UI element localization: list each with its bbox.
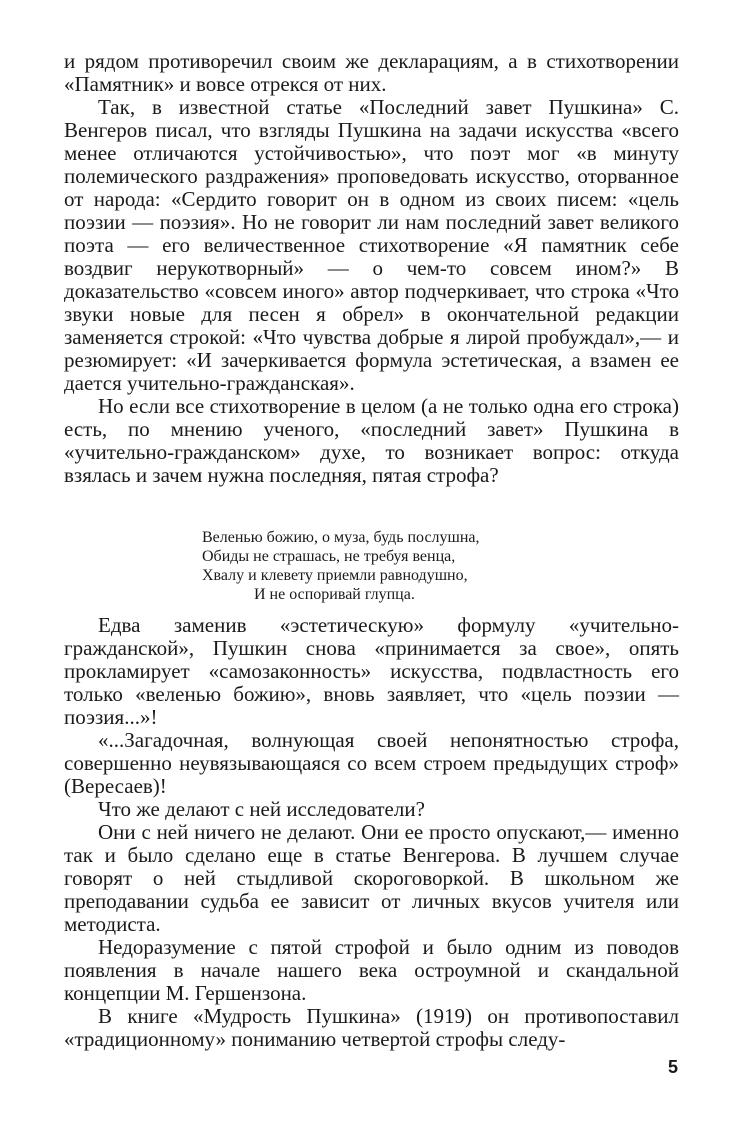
- paragraph: Что же делают с ней исследователи?: [98, 797, 425, 821]
- text-block-bottom: [64, 614, 679, 1051]
- text-block-top: [64, 50, 679, 487]
- paragraph: «...Загадочная, волнующая своей непонятностью строфа, совершенно неувязывающаяся со всем строем предыдущих строф» (Вересаев)!: [64, 728, 679, 798]
- paragraph: и рядом противоречил своим же декларациям, а в стихотворении «Памятник» и вовсе отрекся от них.: [64, 49, 679, 96]
- poem-stanza: [202, 528, 480, 604]
- poem-line: Хвалу и клевету приемли равнодушно,: [202, 567, 468, 584]
- paragraph: Они с ней ничего не делают. Они ее просто опускают,— именно так и было сделано еще в статье Венгерова. В лучшем случае говорят о ней стыдливой скороговоркой. В школьном же преподавании судьба ее зависит от личных вкусов учителя или методиста.: [64, 820, 679, 936]
- paragraph: Но если все стихотворение в целом (а не только одна его строка) есть, по мнению ученого, «последний завет» Пушкина в «учительно-гражданском» духе, то возникает вопрос: откуда взялась и зачем нужна последняя, пятая строфа?: [64, 394, 679, 487]
- paragraph: Так, в известной статье «Последний завет Пушкина» С. Венгеров писал, что взгляды Пушкина на задачи искусства «всего менее отличаются устойчивостью», что поэт мог «в минуту полемического раздражения» проповедовать искусство, оторванное от народа: «Сердито говорит он в одном из своих писем: «цель поэзии — поэзия». Но не говорит ли нам последний завет великого поэта — его величественное стихотворение «Я памятник себе воздвиг нерукотворный» — о чем-то совсем ином?» В доказательство «совсем иного» автор подчеркивает, что строка «Что звуки новые для песен я обрел» в окончательной редакции заменяется строкой: «Что чувства добрые я лирой пробуждал»,— и резюмирует: «И зачеркивается формула эстетическая, а взамен ее дается учительно-гражданская».: [64, 95, 679, 395]
- paragraph: Недоразумение с пятой строфой и было одним из поводов появления в начале нашего века остроумной и скандальной концепции М. Гершензона.: [64, 935, 679, 1005]
- paragraph: Едва заменив «эстетическую» формулу «учительно-гражданской», Пушкин снова «принимается за свое», опять прокламирует «самозаконность» искусства, подвластность его только «веленью божию», вновь заявляет, что «цель поэзии — поэзия...»!: [64, 613, 679, 729]
- paragraph: В книге «Мудрость Пушкина» (1919) он противопоставил «традиционному» пониманию четвертой строфы следу-: [64, 1004, 679, 1051]
- poem-line: Обиды не страшась, не требуя венца,: [202, 548, 456, 565]
- page-number: 5: [668, 1057, 679, 1077]
- poem-line: И не оспоривай глупца.: [254, 586, 415, 603]
- poem-line: Веленью божию, о муза, будь послушна,: [202, 529, 480, 546]
